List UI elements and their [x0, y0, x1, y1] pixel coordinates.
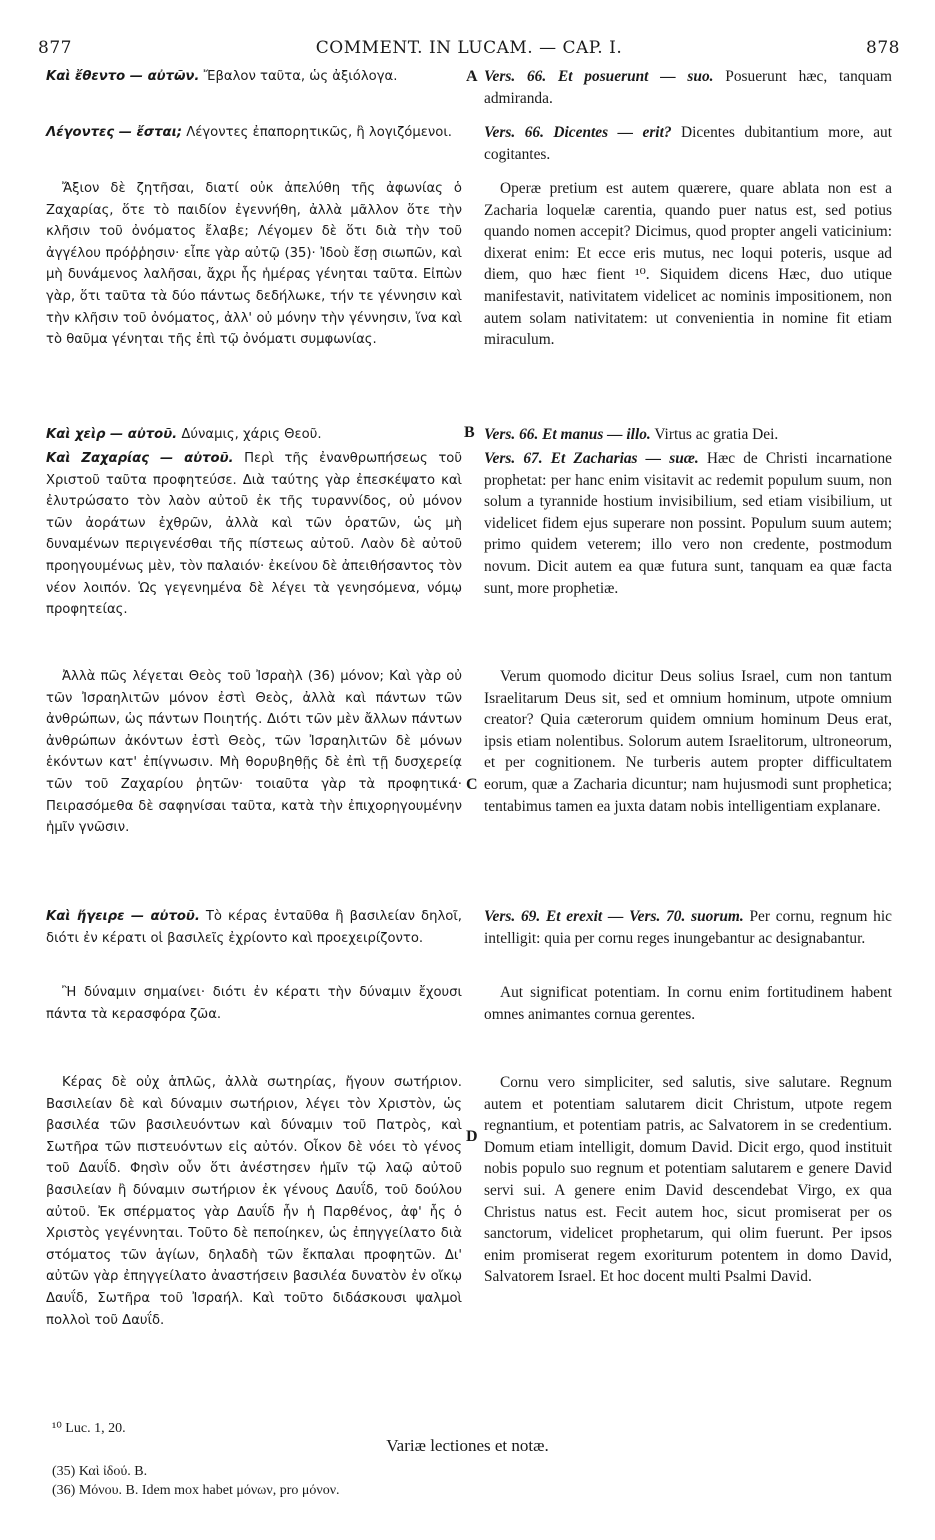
- greek-paragraph: Ἢ δύναμιν σημαίνει· διότι ἐν κέρατι τὴν δύναμιν ἔχουσι πάντα τὰ κερασφόρα ζῶα.: [46, 985, 462, 1022]
- page-number-right: 878: [866, 38, 900, 58]
- greek-paragraph: Καὶ χεὶρ — αὐτοῦ. Δύναμις, χάρις Θεοῦ.: [46, 427, 322, 442]
- variant-note: (36) Μόνου. B. Idem mox habet μόνων, pro μόνον.: [52, 1483, 340, 1498]
- greek-paragraph: Καὶ ἔθεντο — αὐτῶν. Ἔβαλον ταῦτα, ὡς ἀξιόλογα.: [46, 69, 398, 84]
- greek-paragraph: Καὶ Ζαχαρίας — αὐτοῦ. Περὶ τῆς ἐνανθρωπήσεως τοῦ Χριστοῦ ταῦτα προφητεύσε. Διὰ ταύτης γὰρ ἐπεσκέψατο καὶ ἐλυτρώσατο τὸν λαὸν αὐτοῦ ἐκ τῆς τυραννίδος, οὐ μόνον τῶν ἀοράτων ἐχθρῶν, ἀλλὰ καὶ τῶν ὁρατῶν, ὡς μὴ δυναμένων περιγενέσθαι τῆς πίστεως αὐτοῦ. Λαὸν δὲ αὐτοῦ προηγουμένως μὲν, τὸν παλαιόν· ἐκείνου δὲ ἀπειθήσαντος τὸν νέον λοιπόν. Ὡς γεγενημένα δὲ λέγει τὰ γενησόμενα, νόμῳ προφητείας.: [46, 451, 462, 618]
- greek-paragraph: Κέρας δὲ οὐχ ἁπλῶς, ἀλλὰ σωτηρίας, ἤγουν σωτήριον. Βασιλείαν δὲ καὶ δύναμιν σωτήριον, λέγει τὸν Χριστὸν, ὡς βασιλέα τῶν βασιλευόντων καὶ δύναμιν τοῦ Πατρὸς, καὶ Σωτῆρα τῶν πιστευόντων εἰς αὐτόν. Οἶκον δὲ νόει τὸ γένος τοῦ Δαυΐδ. Φησὶν οὖν ὅτι ἀνέστησεν ἡμῖν τῷ λαῷ αὐτοῦ βασιλείαν ἢ δύναμιν σωτήριον ἐκ γένους Δαυΐδ, τοῦ δούλου αὐτοῦ. Ἐκ σπέρματος γὰρ Δαυΐδ ἦν ἡ Παρθένος, ἀφ' ἧς ὁ Χριστὸς γεγέννηται. Τοῦτο δὲ πεποίηκεν, ὡς ἐπηγγείλατο διὰ στόματος τῶν ἁγίων, δηλαδὴ τῶν ἔκπαλαι προφητῶν. Δι' αὐτῶν γὰρ ἐπηγγείλατο ἀναστήσειν βασιλέα δυνατὸν ἐν οἴκῳ Δαυΐδ, Σωτῆρα τοῦ Ἰσραήλ. Καὶ τοῦτο διδάσκουσι ψαλμοὶ πολλοὶ τοῦ Δαυΐδ.: [46, 1075, 462, 1328]
- margin-marker-a: A: [466, 68, 478, 85]
- page-number-left: 877: [38, 38, 72, 58]
- latin-paragraph: Cornu vero simpliciter, sed salutis, sive salutare. Regnum autem et potentiam salutarem dicit Christum, utpote regem regnantium, et potentiam patris, ac Salvatorem in se credentium. Domum etiam intelligit, domum David. Dicit ergo, quod instituit nobis populo suo regnum et potentiam salutarem e genere David servi sui. A genere enim David descendebat Virgo, ex qua Christus natus est. Fecit autem hoc, sicut promiserat per os sanctorum, videlicet prophetarum, qui olim fuerunt. Per ipsos enim promiserat regem exoriturum potentem in domo David, Salvatorem Israel. Et hoc docent multi Psalmi David.: [484, 1074, 892, 1286]
- margin-marker-b: B: [464, 424, 475, 441]
- margin-marker-c: C: [466, 776, 478, 793]
- variant-note: (35) Καὶ ἰδού. B.: [52, 1464, 148, 1479]
- latin-paragraph: Aut significat potentiam. In cornu enim fortitudinem habent omnes animantes cornua gerentes.: [484, 984, 892, 1023]
- latin-paragraph: Vers. 69. Et erexit — Vers. 70. suorum. Per cornu, regnum hic intelligit: quia per cornu reges inungebantur ac designabantur.: [484, 908, 892, 947]
- latin-paragraph: Vers. 66. Et posuerunt — suo. Posuerunt hæc, tanquam admiranda.: [484, 68, 892, 107]
- greek-paragraph: Καὶ ἤγειρε — αὐτοῦ. Τὸ κέρας ἐνταῦθα ἢ βασιλείαν δηλοῖ, διότι ἐν κέρατι οἱ βασιλεῖς ἐχρίοντο καὶ προεχειρίζοντο.: [46, 909, 462, 946]
- greek-paragraph: Ἀλλὰ πῶς λέγεται Θεὸς τοῦ Ἰσραὴλ (36) μόνον; Καὶ γὰρ οὐ τῶν Ἰσραηλιτῶν μόνον ἐστὶ Θεὸς, ἀλλὰ καὶ πάντων τῶν ἀνθρώπων, ὡς πάντων Ποιητής. Διότι τῶν μὲν ἄλλων πάντων ἀνθρώπων ἀκόντων ἐστὶ Θεὸς, τῶν Ἰσραηλιτῶν δὲ μόνων ἑκόντων κατ' ἐπίγνωσιν. Μὴ θορυβηθῇς δὲ ἐπὶ τῇ δυσχερείᾳ τῶν τοῦ Ζαχαρίου ῥητῶν· τοιαῦτα γὰρ τὰ προφητικά· Πειρασόμεθα δὲ σαφηνίσαι ταῦτα, κατὰ τὴν ἐπιχορηγουμένην ἡμῖν γνῶσιν.: [46, 669, 462, 836]
- margin-marker-d: D: [466, 1128, 478, 1145]
- variae-lectiones-title: Variæ lectiones et notæ.: [386, 1436, 549, 1455]
- running-header: [38, 38, 900, 62]
- latin-paragraph: Vers. 66. Dicentes — erit? Dicentes dubitantium more, aut cogitantes.: [484, 124, 892, 163]
- latin-paragraph: Operæ pretium est autem quærere, quare ablata non est a Zacharia loquelæ carentia, quando puer natus est, sed potius quando nomen accepit? Dicimus, quod propter angeli vaticinium: dixerat enim: Et ecce eris mutus, nec loqui poteris, usque ad diem, quo hæc fient ¹⁰. Siquidem dicens Hæc, duo utique manifestavit, nativitatem videlicet ac nominis impositionem, non autem solam nativitatem: ut convenientia in nomine fit etiam miraculum.: [484, 180, 892, 349]
- greek-paragraph: Ἄξιον δὲ ζητῆσαι, διατί οὐκ ἀπελύθη τῆς ἀφωνίας ὁ Ζαχαρίας, ὅτε τὸ παιδίον ἐγεννήθη, ἀλλὰ μᾶλλον ὅτε τὴν κλῆσιν τοῦ ὀνόματος ἔλαβε; Λέγομεν δὲ ὅτι διὰ τὴν τοῦ ἀγγέλου πρόῤῥησιν· εἶπε γὰρ αὐτῷ (35)· Ἰδοὺ ἔσῃ σιωπῶν, καὶ μὴ δυνάμενος λαλῆσαι, ἄχρι ἧς ἡμέρας γένηται ταῦτα. Εἰπὼν γὰρ, ὅτι ταῦτα τὰ δύο πάντως δεδήλωκε, τήν τε γέννησιν καὶ τὴν κλῆσιν τοῦ ὀνόματος, ἀλλ' οὐ μόνην τὴν γέννησιν, ἵνα καὶ τὸ θαῦμα γένηται τῆς ἐπὶ τῷ ὀνόματι συμφωνίας.: [46, 181, 462, 348]
- greek-paragraph: Λέγοντες — ἔσται; Λέγοντες ἐπαπορητικῶς, ἢ λογιζόμενοι.: [46, 125, 452, 140]
- latin-paragraph: Vers. 67. Et Zacharias — suæ. Hæc de Christi incarnatione prophetat: per hanc enim visitavit ac redemit populum suum, non solum a tyrannide hostium invisibilium, sed etiam visibilium, ut videlicet fidem ejus superare non possint. Populum suum autem; primo quidem veterem; illo vero non credente, postmodum novum. Dicit autem ea quæ futura sunt, tanquam ea quæ facta sunt, more prophetiæ.: [484, 450, 892, 597]
- latin-paragraph: Verum quomodo dicitur Deus solius Israel, cum non tantum Israelitarum Deus sit, sed et omnium hominum, utpote omnium creator? Quia cæterorum quidem omnium hominum Deus erat, ipsis etiam nolentibus. Solorum autem Israelitorum, ultroneorum, et per cognitionem. Ne turberis autem propter difficultatem eorum, quæ a Zacharia dicuntur; nam hujusmodi sunt prophetica; tentabimus tamen ea juxta datam nobis intelligentiam explanare.: [484, 668, 892, 815]
- latin-paragraph: Vers. 66. Et manus — illo. Virtus ac gratia Dei.: [484, 426, 779, 443]
- footnote: ¹⁰ Luc. 1, 20.: [52, 1421, 126, 1436]
- variae-lectiones: [52, 1462, 340, 1500]
- running-title: COMMENT. IN LUCAM. — CAP. I.: [315, 38, 623, 58]
